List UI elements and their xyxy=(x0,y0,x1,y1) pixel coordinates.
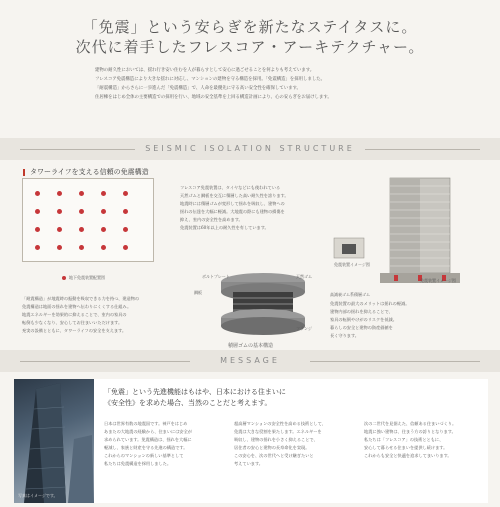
building-drawing xyxy=(330,168,488,286)
isolator-dot xyxy=(101,191,106,196)
building-illustration xyxy=(330,168,488,286)
isolator-dot xyxy=(57,227,62,232)
isolator-dot xyxy=(35,209,40,214)
isolator-dot xyxy=(123,227,128,232)
text-line: この安心を、次の世代へと受け継ぎたいと xyxy=(234,453,314,458)
text-line: 吸収し、建物の揺れを小さく抑えることで、 xyxy=(234,437,318,442)
isolator-dot xyxy=(123,245,128,250)
photo-caption: 写真はイメージです。 xyxy=(18,493,58,498)
text-line: 抑え、室内の安全性を高めます。 xyxy=(180,217,243,222)
skyscraper-photo xyxy=(14,379,94,503)
message-heading-line-1: 「免震」という先進機能はもはや、日本における住まいに xyxy=(104,388,286,396)
text-line: 充実の設備とともに、タワーライフの安全を支えます。 xyxy=(22,328,127,333)
seismic-heading: タワーライフを支える信頼の免震構造 xyxy=(30,168,149,176)
intro-line: 住居棟をはじめ全体の主要構造での採用を行い、地域の安全基準を上回る構造計画により、心の安らぎをお届けします。 xyxy=(95,95,332,100)
seismic-right-text xyxy=(330,300,490,340)
text-line: 暮らしの安全と建物の資産価値を xyxy=(330,325,393,330)
text-line: 次の二世代を見据えた、信頼ある住まいづくり。 xyxy=(364,421,457,426)
laminated-rubber-illustration xyxy=(194,268,318,358)
text-line: 地震に強い建物は、住まう方の誇りとなります。 xyxy=(364,429,456,434)
intro-line: フレスコア免震構造により大きな揺れに対応し、マンションの建物を守る構造を採用。「免震構造」を採用しました。 xyxy=(95,77,326,82)
text-line: 天然ゴムと鋼板を交互に積層した高い耐久性を誇ります。 xyxy=(180,193,289,198)
seismic-center-text xyxy=(180,184,315,232)
isolator-dot xyxy=(101,209,106,214)
text-line: 「耐震構造」が地震時の振動を吸収できる力を持つ、建造物の xyxy=(22,296,140,301)
seismic-left-text xyxy=(22,295,192,335)
text-line: 建物内部の揺れを抑えることで、 xyxy=(330,309,393,314)
isolator-dot xyxy=(101,227,106,232)
rubber-caption: 積層ゴムの基本構造 xyxy=(228,343,274,349)
text-line: 免震装置は60年以上の耐久性を有しています。 xyxy=(180,225,269,230)
intro-line: 建物の耐久性においては、揺れ行き安い住むを人が暮らすとして安心に過ごせることを何よりも考えています。 xyxy=(95,68,315,73)
text-line: あまたの大地震の経験から、住まいには安全が xyxy=(104,429,192,434)
text-line: 地震エネルギーを効果的に抑えることで、室内の家具の xyxy=(22,312,127,317)
isolator-dot xyxy=(35,191,40,196)
isolator-floor-plan xyxy=(22,178,154,262)
isolator-dot xyxy=(57,191,62,196)
intro-line: 「耐震構造」からさらに一歩進んだ「免震構造」で、人命を最優先に守る高い安全性を確保しています。 xyxy=(95,86,301,91)
headline-line-2: 次代に着手したフレスコア・アーキテクチャー。 xyxy=(75,38,425,56)
text-line: これからのマンションの新しい基準として xyxy=(104,453,184,458)
isolator-dot xyxy=(57,245,62,250)
message-col-3 xyxy=(364,420,484,460)
isolator-dot xyxy=(57,209,62,214)
text-line: 考えています。 xyxy=(234,461,263,466)
seismic-section-title: SEISMIC ISOLATION STRUCTURE xyxy=(145,144,355,153)
text-line: フレスコア免震装置は、タイヤなどにも使われている xyxy=(180,185,281,190)
text-line: 私たちは免震構造を採用しました。 xyxy=(104,461,172,466)
text-line: 日本は世界有数の地震国です。神戸をはじめ xyxy=(104,421,188,426)
label-flange: フランジ xyxy=(296,326,312,331)
text-line: 免震装置の最大のメリットは揺れの軽減。 xyxy=(330,301,410,306)
text-line: 家具の転倒やけがのリスクを低減。 xyxy=(330,317,397,322)
message-section-title: MESSAGE xyxy=(220,356,280,365)
isolator-dot xyxy=(79,245,84,250)
isolator-dot xyxy=(79,209,84,214)
plan-legend-label: 地下免震装置配置図 xyxy=(69,275,105,280)
isolator-dot xyxy=(35,245,40,250)
text-line: 超高層マンションの安全性を高める技術として、 xyxy=(234,421,326,426)
isolator-dot xyxy=(79,227,84,232)
legend-dot xyxy=(62,276,66,280)
headline-line-1: 「免震」という安らぎを新たなステイタスに。 xyxy=(82,18,418,36)
text-line: 転倒も少なくなり、安心してお住まいいただけます。 xyxy=(22,320,123,325)
isolator-dot xyxy=(35,227,40,232)
text-line: 軽減し、家族と財産を守る先進の構造です。 xyxy=(104,445,188,450)
message-col-1 xyxy=(104,420,224,468)
plan-legend xyxy=(62,275,105,281)
text-line: 長く守ります。 xyxy=(330,333,359,338)
intro-text xyxy=(95,66,425,102)
text-line: 居住者の安心と建物の長寿命化を実現。 xyxy=(234,445,310,450)
isolator-dot xyxy=(123,191,128,196)
text-line: 免震構造は地面の揺れを建物へ伝わりにくくする仕組み。 xyxy=(22,304,132,309)
text-line: 免震は大きな役割を果たします。エネルギーを xyxy=(234,429,322,434)
text-line: 求められています。免震構造は、揺れを大幅に xyxy=(104,437,192,442)
label-steel: 鋼板 xyxy=(194,290,202,295)
building-caption-right: 免震装置イメージ図 xyxy=(420,278,456,283)
message-col-2 xyxy=(234,420,354,468)
text-line: 揺れの伝達を大幅に軽減。大地震の際にも建物の損傷を xyxy=(180,209,285,214)
building-caption-left: 免震装置イメージ図 xyxy=(334,262,370,267)
text-line: これからも安全と快適を追求してまいります。 xyxy=(364,453,452,458)
isolator-dot xyxy=(79,191,84,196)
isolator-dot xyxy=(123,209,128,214)
text-line: 私たちは「フレスコア」の技術とともに、 xyxy=(364,437,444,442)
rubber-type-caption: 高減衰ゴム系積層ゴム xyxy=(330,292,370,297)
message-heading-line-2: 《安全性》を求めた場合、当然のことだと考えます。 xyxy=(104,399,272,407)
isolator-dot xyxy=(101,245,106,250)
text-line: 地震時には積層ゴムが変形して揺れを吸収し、建物への xyxy=(180,201,285,206)
text-line: 安心して暮らせる住まいを提供し続けます。 xyxy=(364,445,448,450)
label-rubber: 天然ゴム xyxy=(296,274,312,279)
skyscraper-drawing xyxy=(14,379,94,503)
message-heading xyxy=(104,387,286,409)
label-bolt-plate: ボルトプレート xyxy=(202,274,230,279)
